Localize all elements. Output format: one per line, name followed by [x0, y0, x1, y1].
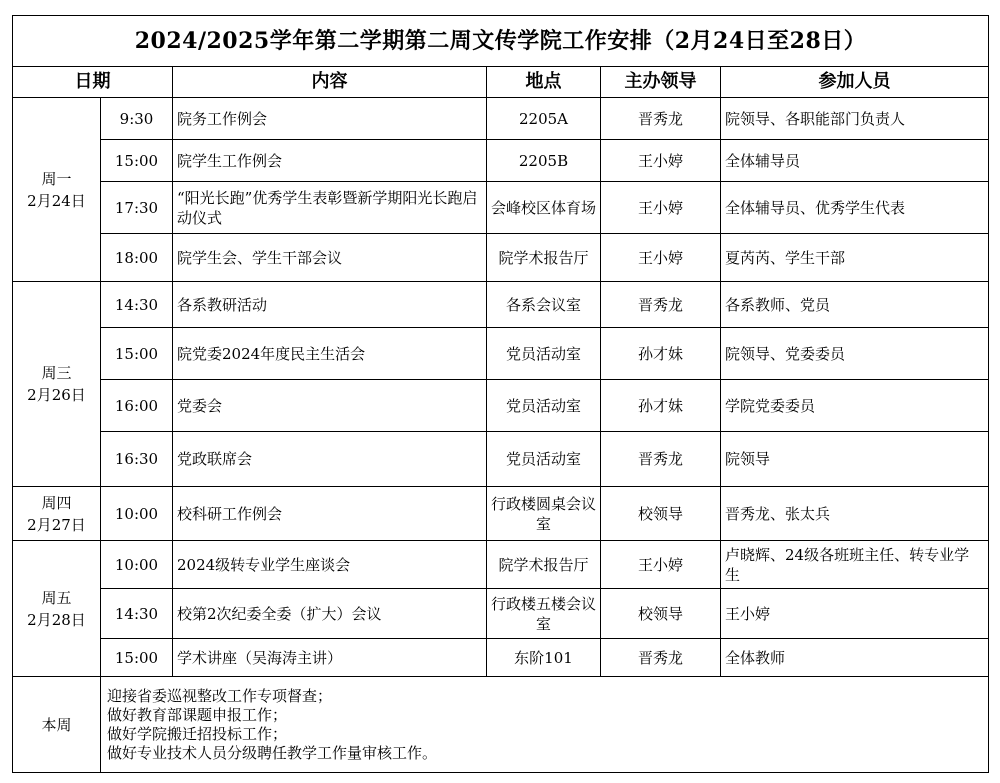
event-participants: 全体教师 [721, 639, 989, 677]
event-content: 院党委2024年度民主生活会 [173, 328, 487, 380]
event-time: 17:30 [101, 182, 173, 234]
event-location: 院学术报告厅 [487, 234, 601, 282]
header-location: 地点 [487, 67, 601, 98]
event-time: 18:00 [101, 234, 173, 282]
event-content: 党委会 [173, 380, 487, 432]
event-time: 16:30 [101, 432, 173, 487]
weekday-label: 周一 [41, 169, 72, 188]
event-participants: 院领导、党委委员 [721, 328, 989, 380]
event-content: 学术讲座（吴海涛主讲） [173, 639, 487, 677]
date-label: 2月26日 [27, 386, 86, 404]
schedule-table [12, 15, 989, 773]
event-host: 孙才妹 [601, 380, 721, 432]
event-location: 院学术报告厅 [487, 541, 601, 589]
event-participants: 各系教师、党员 [721, 282, 989, 328]
table-row [13, 589, 989, 639]
event-content: “阳光长跑”优秀学生表彰暨新学期阳光长跑启动仪式 [173, 182, 487, 234]
table-row [13, 234, 989, 282]
table-row [13, 541, 989, 589]
event-location: 党员活动室 [487, 432, 601, 487]
weekday-label: 周四 [41, 493, 72, 512]
weekday-label: 周五 [41, 588, 72, 607]
event-host: 王小婷 [601, 541, 721, 589]
event-time: 9:30 [101, 98, 173, 140]
event-participants: 夏芮芮、学生干部 [721, 234, 989, 282]
header-content: 内容 [173, 67, 487, 98]
event-host: 晋秀龙 [601, 98, 721, 140]
header-row [13, 67, 989, 98]
event-location: 行政楼圆桌会议室 [487, 487, 601, 541]
event-location: 东阶101 [487, 639, 601, 677]
event-content: 校科研工作例会 [173, 487, 487, 541]
week-note-item: 做好教育部课题申报工作； [107, 705, 288, 724]
table-row [13, 487, 989, 541]
event-host: 校领导 [601, 487, 721, 541]
event-location: 党员活动室 [487, 328, 601, 380]
event-time: 10:00 [101, 541, 173, 589]
event-time: 10:00 [101, 487, 173, 541]
event-content: 院学生工作例会 [173, 140, 487, 182]
week-note-item: 做好学院搬迁招投标工作； [107, 724, 288, 743]
event-host: 孙才妹 [601, 328, 721, 380]
event-participants: 院领导 [721, 432, 989, 487]
event-time: 16:00 [101, 380, 173, 432]
table-row [13, 380, 989, 432]
event-location: 会峰校区体育场 [487, 182, 601, 234]
event-time: 14:30 [101, 589, 173, 639]
event-location: 行政楼五楼会议室 [487, 589, 601, 639]
day-cell-wednesday [13, 282, 101, 487]
date-label: 2月28日 [27, 610, 86, 629]
event-host: 校领导 [601, 589, 721, 639]
weekday-label: 周三 [41, 364, 72, 382]
event-host: 王小婷 [601, 182, 721, 234]
table-row [13, 328, 989, 380]
table-row [13, 98, 989, 140]
event-location: 2205B [487, 140, 601, 182]
event-time: 15:00 [101, 140, 173, 182]
table-row [13, 140, 989, 182]
week-note-item: 做好专业技术人员分级聘任教学工作量审核工作。 [107, 743, 438, 762]
table-row [13, 639, 989, 677]
table-row [13, 432, 989, 487]
event-participants: 学院党委委员 [721, 380, 989, 432]
event-participants: 全体辅导员、优秀学生代表 [721, 182, 989, 234]
table-row [13, 282, 989, 328]
week-label: 本周 [13, 677, 101, 773]
event-host: 王小婷 [601, 234, 721, 282]
event-participants: 王小婷 [721, 589, 989, 639]
event-content: 各系教研活动 [173, 282, 487, 328]
schedule-sheet [12, 15, 988, 768]
event-participants: 院领导、各职能部门负责人 [721, 98, 989, 140]
header-participants: 参加人员 [721, 67, 989, 98]
event-location: 各系会议室 [487, 282, 601, 328]
table-row [13, 677, 989, 773]
event-content: 校第2次纪委全委（扩大）会议 [173, 589, 487, 639]
event-participants: 全体辅导员 [721, 140, 989, 182]
header-host: 主办领导 [601, 67, 721, 98]
event-host: 王小婷 [601, 140, 721, 182]
date-label: 2月27日 [27, 515, 86, 534]
week-notes [101, 677, 989, 773]
week-note-item: 迎接省委巡视整改工作专项督查； [107, 686, 333, 705]
event-time: 15:00 [101, 639, 173, 677]
event-content: 院务工作例会 [173, 98, 487, 140]
event-participants: 晋秀龙、张太兵 [721, 487, 989, 541]
event-host: 晋秀龙 [601, 639, 721, 677]
day-cell-thursday [13, 487, 101, 541]
table-row [13, 182, 989, 234]
page-title: 2024/2025学年第二学期第二周文传学院工作安排（2月24日至28日） [13, 16, 989, 67]
event-time: 14:30 [101, 282, 173, 328]
day-cell-monday [13, 98, 101, 282]
event-host: 晋秀龙 [601, 282, 721, 328]
day-cell-friday [13, 541, 101, 677]
event-content: 党政联席会 [173, 432, 487, 487]
date-label: 2月24日 [27, 191, 86, 210]
event-time: 15:00 [101, 328, 173, 380]
event-host: 晋秀龙 [601, 432, 721, 487]
event-content: 2024级转专业学生座谈会 [173, 541, 487, 589]
event-location: 党员活动室 [487, 380, 601, 432]
event-location: 2205A [487, 98, 601, 140]
event-participants: 卢晓辉、24级各班班主任、转专业学生 [721, 541, 989, 589]
event-content: 院学生会、学生干部会议 [173, 234, 487, 282]
header-date: 日期 [13, 67, 173, 98]
